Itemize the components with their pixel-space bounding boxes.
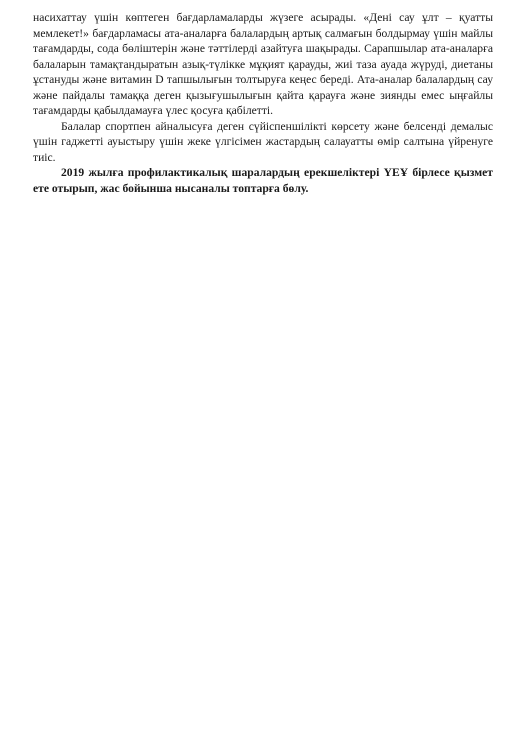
paragraph-healthy-nation-program: насихаттау үшін көптеген бағдарламаларды жүзеге асырады. «Дені сау ұлт – қуатты мемлекет!» бағдарламасы ата-аналарға балалардың артық салмағын болдырмау үшін майлы тағамдарды, сода бөліштерін және тәттілерді азайтуға шақырады. Сарапшылар ата-аналарға балаларын тамақтандыратын азық-түлікке мұқият қарауды, жиі таза ауада жүруді, диетаны ұстануды және витамин D тапшылығын толтыруға кеңес береді. Ата-аналар балалардың сау және пайдалы тамаққа деген қызығушылығын қайта қарауға және зиянды емес ыңғайлы тағамдарды қабылдамауға үлес қосуға қабілетті. [33,11,493,117]
paragraph-children-sport: Балалар спортпен айналысуға деген сүйіспеншілікті көрсету және белсенді демалыс үшін гаджетті ауыстыру үшін жеке үлгісімен жастардың салауатты өмір салтына үйренуге тиіс. [33,119,493,164]
paragraph-prevention-2019-heading: 2019 жылға профилактикалық шаралардың ерекшеліктері ҮЕҰ бірлесе қызмет ете отырып, жас бойынша нысаналы топтарға бөлу. [33,166,493,195]
document-body [33,10,493,196]
